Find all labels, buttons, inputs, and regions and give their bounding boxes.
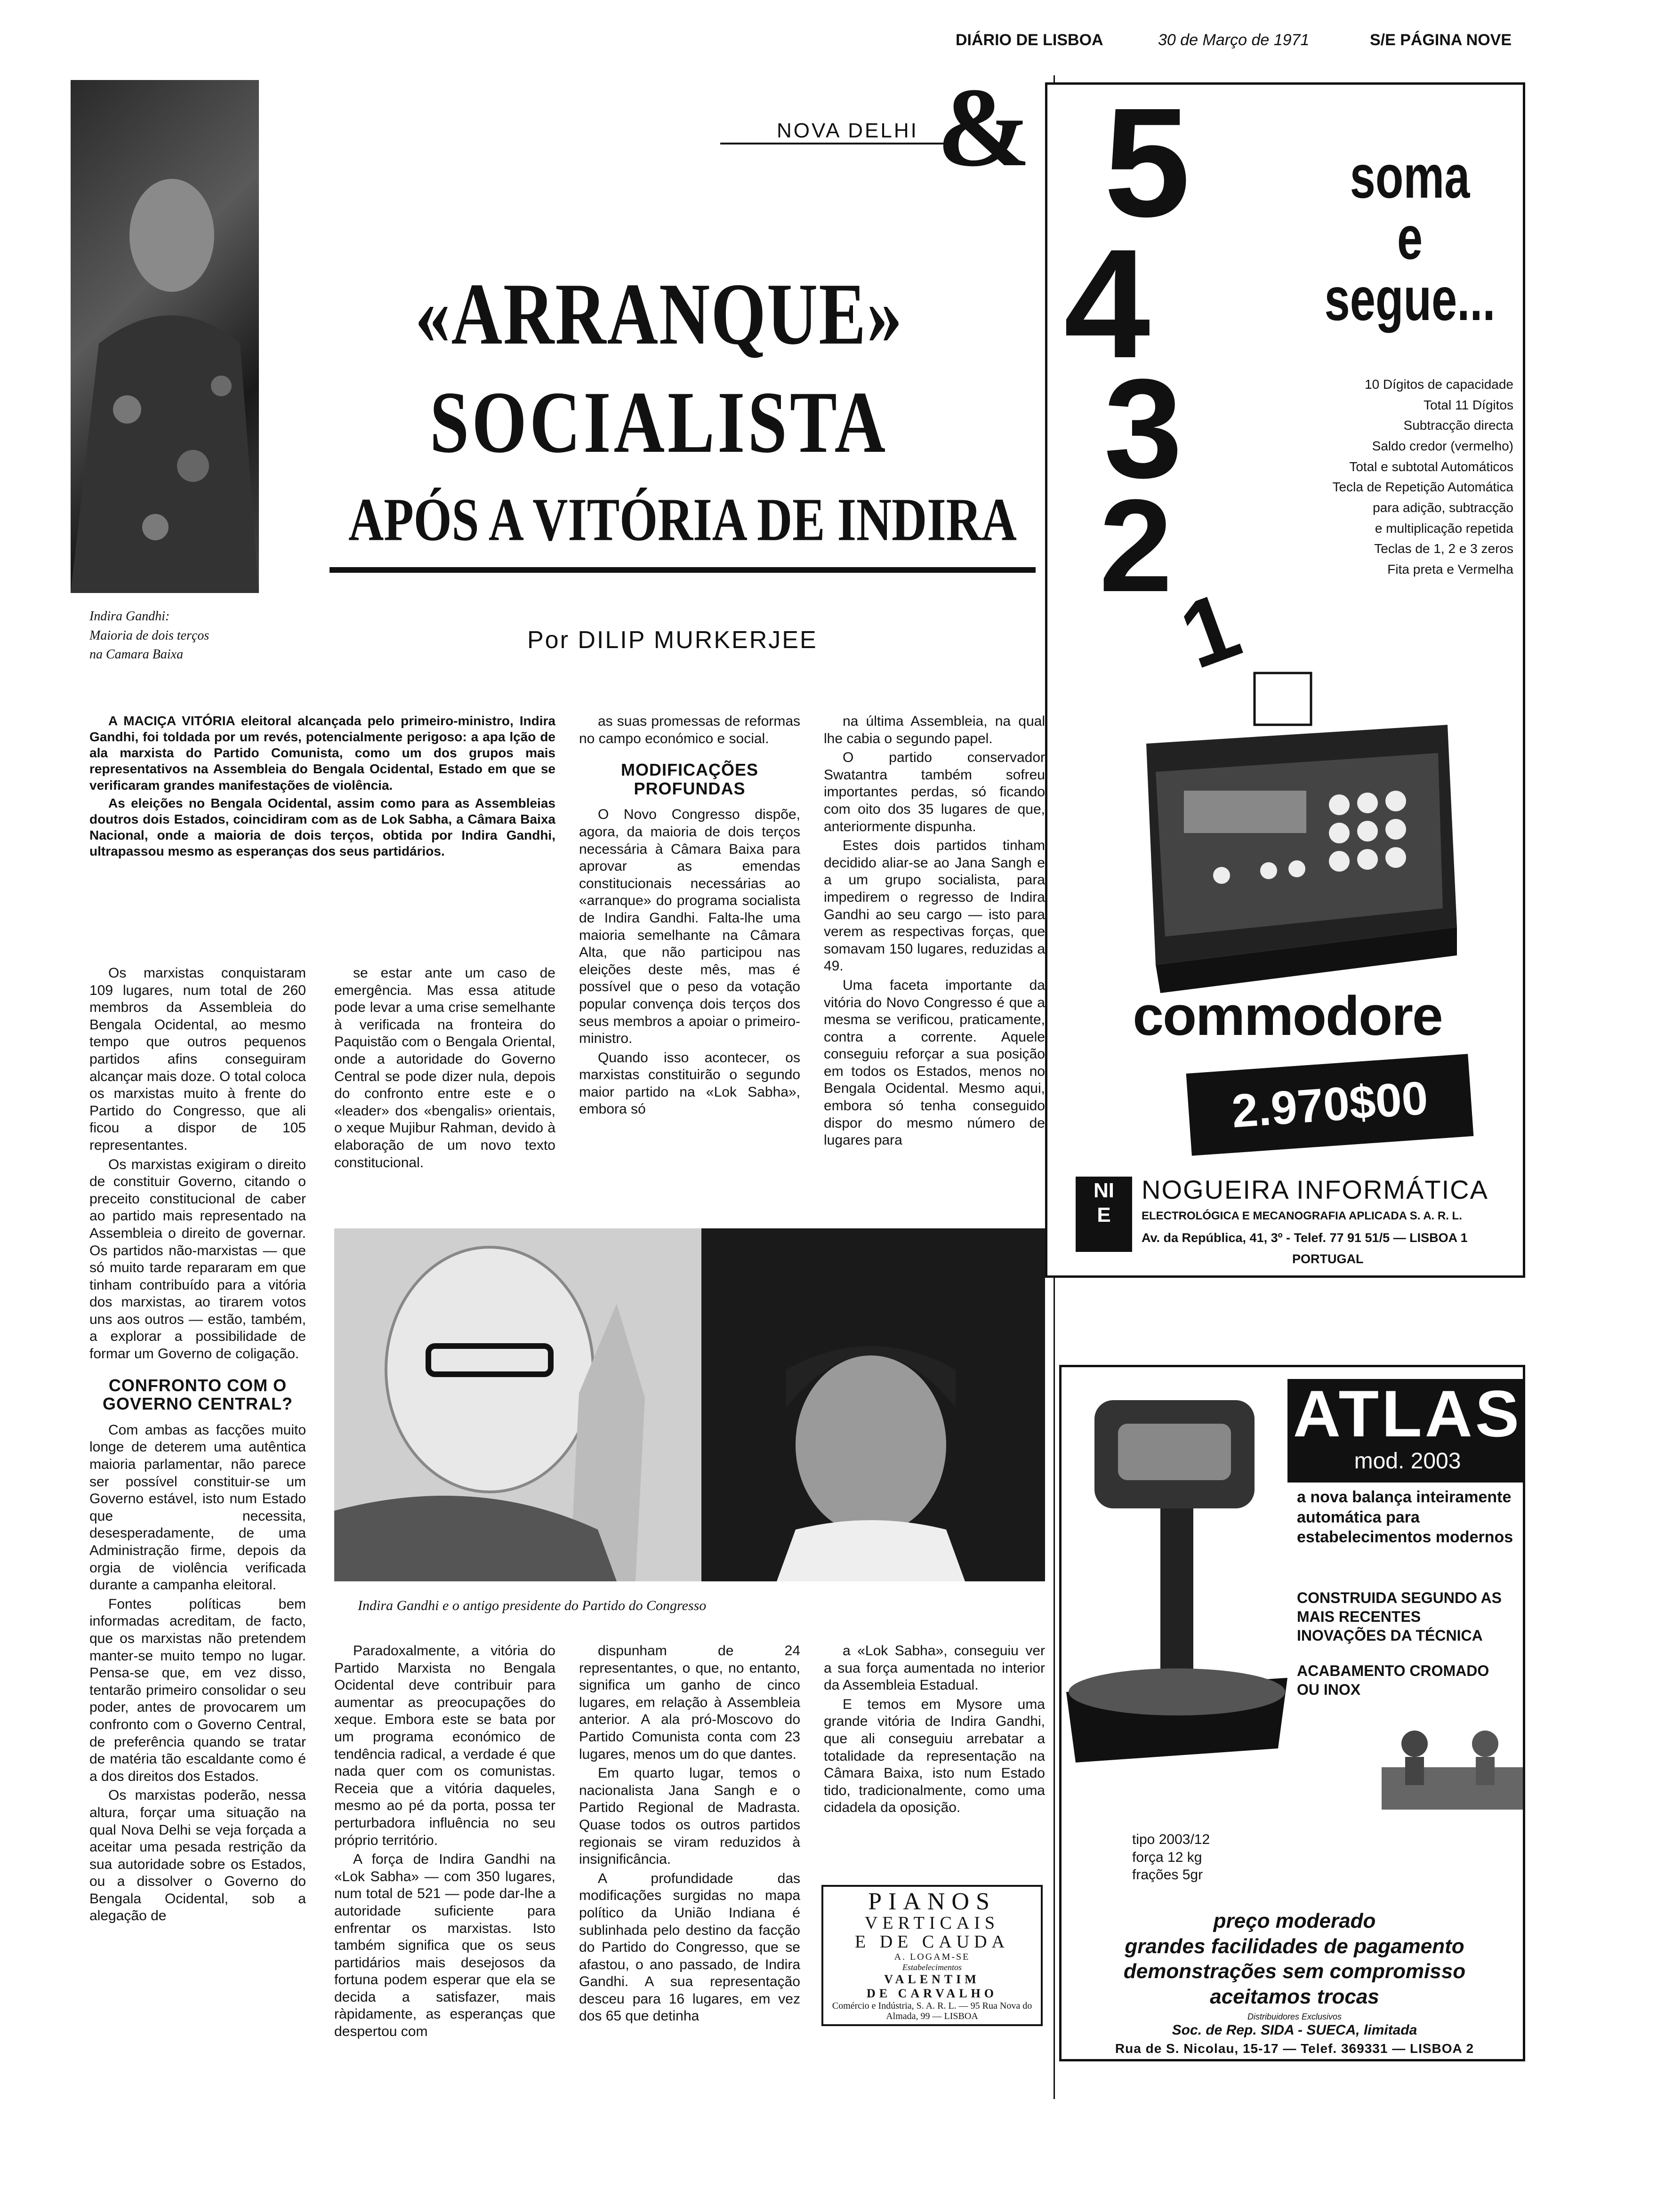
feature-item: Total 11 Dígitos xyxy=(1424,397,1513,412)
newspaper-name: DIÁRIO DE LISBOA xyxy=(956,31,1103,49)
paragraph: Uma faceta importante da vitória do Novo Congresso é que a mesma se verificou, praticamente, contra a corrente. Aquele conseguiu reforçar a sua posição em todos os Estados, menos no Bengala Ocidental. Mesmo aqui, embora só tenha conseguido dispor do mesmo número de lugares para xyxy=(824,977,1045,1148)
feature-item: Fita preta e Vermelha xyxy=(1387,562,1513,577)
section-glyph: & xyxy=(937,64,1031,190)
feature-item: para adição, subtracção xyxy=(1373,500,1513,515)
pianos-ad xyxy=(821,1885,1043,2026)
paragraph: a «Lok Sabha», conseguiu ver a sua força aumentada no interior da Assembleia Estadual. xyxy=(824,1643,1045,1693)
pianos-line: A. LOGAM-SE xyxy=(894,1951,970,1962)
feature-item: Subtracção directa xyxy=(1403,418,1513,433)
atlas-specs xyxy=(1132,1831,1210,1884)
logo-letters: NIE xyxy=(1094,1179,1114,1226)
nie-logo xyxy=(1076,1177,1132,1252)
paragraph: Fontes políticas bem informadas acreditam, de facto, que os marxistas não pretendem manter-se muito tempo no lugar. Pensa-se que, em vez disso, tentarão primeiro consolidar o seu poder, antes de provocarem um confronto com o Governo Central, de preferência quando se tratar de matéria tão escaldante como é a dos direitos dos Estados. xyxy=(89,1596,306,1784)
paragraph: na última Assembleia, na qual lhe cabia o segundo papel. xyxy=(824,713,1045,746)
pianos-line: E DE CAUDA xyxy=(855,1931,1009,1952)
caption-line: Indira Gandhi: xyxy=(89,609,170,624)
pianos-line: VALENTIM xyxy=(884,1972,980,1986)
byline: Por DILIP MURKERJEE xyxy=(527,626,818,654)
paragraph: O partido conservador Swatantra também sofreu importantes perdas, só ficando com oito dos 35 lugares de que, anteriormente dispunha. xyxy=(824,750,1045,834)
feature-item: Tecla de Repetição Automática xyxy=(1332,480,1513,495)
atlas-ad xyxy=(1059,1365,1525,2061)
atlas-desc: ACABAMENTO CROMADO OU INOX xyxy=(1297,1662,1489,1698)
article-column-4b xyxy=(824,1643,1045,1819)
page-header xyxy=(956,29,1544,53)
paragraph: Os marxistas poderão, nessa altura, forçar uma situação na qual Nova Delhi se veja forçada a aceitar uma pesada restrição da sua autoridade sobre os Estados, ou a dissolver o Governo do Bengala Ocidental, sob a alegação de xyxy=(89,1787,306,1924)
article-column-3 xyxy=(579,713,800,1120)
caption-line: Maioria de dois terços xyxy=(89,628,209,643)
photo-figures-icon xyxy=(334,1228,1045,1581)
feature-item: Saldo credor (vermelho) xyxy=(1372,439,1513,454)
article-column-2 xyxy=(334,965,555,1173)
pianos-line: Estabelecimentos xyxy=(902,1962,962,1972)
slogan: segue... xyxy=(1324,264,1496,333)
atlas-desc: CONSTRUIDA SEGUNDO AS MAIS RECENTES INOVAÇÕES DA TÉCNICA xyxy=(1297,1589,1502,1644)
caption-line: na Camara Baixa xyxy=(89,647,184,662)
countdown-digit: 1 xyxy=(1167,572,1253,689)
feature-item: 10 Dígitos de capacidade xyxy=(1365,377,1513,392)
pianos-line: VERTICAIS xyxy=(864,1913,1000,1933)
calculator-icon xyxy=(1127,664,1466,993)
paragraph: se estar ante um caso de emergência. Mas essa atitude pode levar a uma crise semelhante à verificada na fronteira do Paquistão com o Bengala Oriental, onde a autoridade do Governo Central se pode dizer nula, depois do confronto entre este e o «leader» dos «bengalis» orientais, o xeque Mujibur Rahman, devido à elaboração de um novo texto constitucional. xyxy=(334,965,555,1170)
issue-date: 30 de Março de 1971 xyxy=(1158,31,1310,49)
scale-icon xyxy=(1066,1391,1287,1805)
gandhi-congress-photo xyxy=(334,1228,1045,1581)
pianos-title: PIANOS xyxy=(868,1888,996,1915)
spec-item: força 12 kg xyxy=(1132,1849,1202,1865)
headline-line1: «ARRANQUE» xyxy=(415,265,903,363)
subheading: CONFRONTO COM O GOVERNO CENTRAL? xyxy=(102,1375,293,1414)
indira-portrait-photo xyxy=(71,80,259,593)
section-name: NOVA DELHI xyxy=(777,119,918,142)
commodore-brand: commodore xyxy=(1133,985,1442,1047)
article-column-4 xyxy=(824,713,1045,1151)
shop-scene-icon xyxy=(1382,1725,1523,1810)
paragraph: A força de Indira Gandhi na «Lok Sabha» — com 350 lugares, num total de 521 — pode dar-lhe a autoridade suficiente para enfrentar os marxistas. Isto também significa que os seus partidários mais desejosos da fortuna podem esperar que ela se decida a satisfazer, mais ràpidamente, as esperanças que despertou com xyxy=(334,1851,555,2040)
subheading: MODIFICAÇÕES PROFUNDAS xyxy=(620,760,758,798)
feature-list xyxy=(1226,374,1513,580)
article-column-1 xyxy=(89,965,306,1927)
feature-item: Teclas de 1, 2 e 3 zeros xyxy=(1374,541,1513,556)
promo-line: grandes facilidades de pagamento xyxy=(1125,1934,1464,1958)
paragraph: O Novo Congresso dispõe, agora, da maioria de dois terços necessária à Câmara Baixa para aprovar as emendas constitucionais necessárias ao «arranque» do programa socialista de Indira Gandhi. Falta-lhe uma maioria semelhante na Câmara Alta, que não participou nas eleições deste mês, mas é possível que o peso da votação popular convença dois terços dos seus membros a apoiar o primeiro-ministro. xyxy=(579,807,800,1047)
commodore-ad xyxy=(1045,82,1525,1278)
pianos-line: DE CARVALHO xyxy=(866,1986,998,2000)
company-sub: ELECTROLÓGICA E MECANOGRAFIA APLICADA S. A. R. L. xyxy=(1142,1210,1462,1222)
paragraph: Com ambas as facções muito longe de deterem uma autêntica maioria parlamentar, não parece ser possível constituir-se um Governo estável, isto num Estado que necessita, desesperadamente, de uma Administração firme, depois da orgia de violência verificada durante a campanha eleitoral. xyxy=(89,1422,306,1593)
distributor-label: Distribuidores Exclusivos xyxy=(1247,2012,1342,2021)
photo-caption: Indira Gandhi e o antigo presidente do Partido do Congresso xyxy=(358,1598,707,1613)
price: 2.970$00 xyxy=(1230,1071,1430,1138)
company-country: PORTUGAL xyxy=(1292,1252,1364,1266)
lead-paragraph xyxy=(89,713,555,861)
feature-item: Total e subtotal Automáticos xyxy=(1349,459,1513,474)
headline-rule xyxy=(330,567,1036,573)
section-label xyxy=(720,106,946,158)
spec-item: frações 5gr xyxy=(1132,1867,1203,1883)
atlas-brand: ATLAS xyxy=(1293,1377,1522,1451)
slogan: e xyxy=(1397,203,1423,272)
paragraph: E temos em Mysore uma grande vitória de Indira Gandhi, que ali conseguiu arrebatar a totalidade da representação na Câmara Baixa, isto num Estado tido, tradicionalmente, como uma cidadela da oposição. xyxy=(824,1696,1045,1816)
promo-line: preço moderado xyxy=(1213,1909,1376,1932)
company-name: NOGUEIRA INFORMÁTICA xyxy=(1142,1175,1488,1204)
company-address: Av. da República, 41, 3º - Telef. 77 91 51/5 — LISBOA 1 xyxy=(1142,1231,1468,1245)
distributor-address: Rua de S. Nicolau, 15-17 — Telef. 369331 — LISBOA 2 xyxy=(1115,2041,1474,2056)
paragraph: Os marxistas conquistaram 109 lugares, num total de 260 membros da Assembleia do Bengala Ocidental, ao mesmo tempo que outros pequenos partidos afins conseguiram alcançar mais doze. O total coloca os marxistas muito à frente do Partido do Congresso, que ali ficou a dispor de 105 representantes. xyxy=(89,965,306,1153)
countdown-digit: 2 xyxy=(1099,473,1173,619)
pianos-line: Comércio e Indústria, S. A. R. L. — 95 Rua Nova do Almada, 99 — LISBOA xyxy=(832,2000,1032,2021)
feature-item: e multiplicação repetida xyxy=(1375,521,1513,536)
lead-text: As eleições no Bengala Ocidental, assim como para as Assembleias doutros dois Estados, coincidiram com as de Lok Sabha, a Câmara Baixa Nacional, onde a maioria de dois terços, obtida por Indira Gandhi, ultrapassou mesmo as esperanças dos seus partidários. xyxy=(89,795,555,859)
atlas-promo xyxy=(1062,1908,1525,2010)
countdown-digit: 5 xyxy=(1104,82,1190,249)
paragraph: A profundidade das modificações surgidas no mapa político da União Indiana é sublinhada pelo destino da facção do Partido do Congresso, que se afastou, o ano passado, de Indira Gandhi. A sua representação desceu para 16 lugares, em vez dos 65 que detinha xyxy=(579,1870,800,2024)
paragraph: Quando isso acontecer, os marxistas constituirão o segundo maior partido na «Lok Sabha», embora só xyxy=(579,1050,800,1117)
slogan: soma xyxy=(1350,142,1470,211)
atlas-banner xyxy=(1287,1379,1525,1483)
paragraph: Os marxistas exigiram o direito de constituir Governo, citando o preceito constitucional de caber ao partido mais representado na Assembleia o direito de governar. Os partidos não-marxistas — que só muito tarde repararam em que tinham contribuído para a vitória dos marxistas, ao tirarem votos uns aos outros — estão, também, a explorar a possibilidade de formar um Governo de coligação. xyxy=(89,1156,306,1362)
paragraph: Paradoxalmente, a vitória do Partido Marxista no Bengala Ocidental deve contribuir para aumentar as preocupações do xeque. Embora este se bata por um programa económico de tendência radical, a verdade é que nada quer com os comunistas. Receia que a vitória daqueles, mesmo ao pé da porta, possa ter perturbadora influência no seu próprio território. xyxy=(334,1643,555,1848)
promo-line: aceitamos trocas xyxy=(1210,1985,1379,2009)
paragraph: Em quarto lugar, temos o nacionalista Jana Sangh e o Partido Regional de Madrasta. Quase todos os outros partidos regionais se viram reduzidos à insignificância. xyxy=(579,1765,800,1867)
promo-line: demonstrações sem compromisso xyxy=(1123,1960,1466,1983)
headline-line3: APÓS A VITÓRIA DE INDIRA xyxy=(348,486,1017,554)
page-number: S/E PÁGINA NOVE xyxy=(1370,31,1512,49)
spec-item: tipo 2003/12 xyxy=(1132,1832,1210,1847)
price-badge xyxy=(1186,1054,1474,1155)
paragraph: as suas promessas de reformas no campo económico e social. xyxy=(579,713,800,746)
countdown-digit: 3 xyxy=(1104,349,1182,507)
lead-text: A MACIÇA VITÓRIA eleitoral alcançada pelo primeiro-ministro, Indira Gandhi, foi toldada por um revés, potencialmente perigoso: a apa lção de ala marxista do Partido Comunista, como um dos grupos mais representativos na Assembleia do Bengala Ocidental, Estado em que se verificaram grandes manifestações de violência. xyxy=(89,713,555,793)
headline-line2: SOCIALISTA xyxy=(429,373,889,472)
distributor-name: Soc. de Rep. SIDA - SUECA, limitada xyxy=(1172,2022,1417,2038)
article-column-3b xyxy=(579,1643,800,2027)
countdown-digit: 4 xyxy=(1064,216,1150,390)
portrait-figure-icon xyxy=(71,80,259,593)
portrait-caption xyxy=(89,607,278,665)
atlas-desc: a nova balança inteiramente automática para estabelecimentos modernos xyxy=(1297,1488,1513,1546)
article-column-2b xyxy=(334,1643,555,2043)
paragraph: Estes dois partidos tinham decidido aliar-se ao Jana Sangh e a um grupo socialista, para impedirem o regresso de Indira Gandhi ao seu cargo — isto para verem as respectivas forças, que somavam 150 lugares, reduzidas a 49. xyxy=(824,838,1045,974)
atlas-model: mod. 2003 xyxy=(1354,1449,1461,1474)
paragraph: dispunham de 24 representantes, o que, no entanto, significa um ganho de cinco lugares, em relação à Assembleia anterior. A ala pró-Moscovo do Partido Comunista conta com 23 lugares, menos um do que dantes. xyxy=(579,1643,800,1762)
